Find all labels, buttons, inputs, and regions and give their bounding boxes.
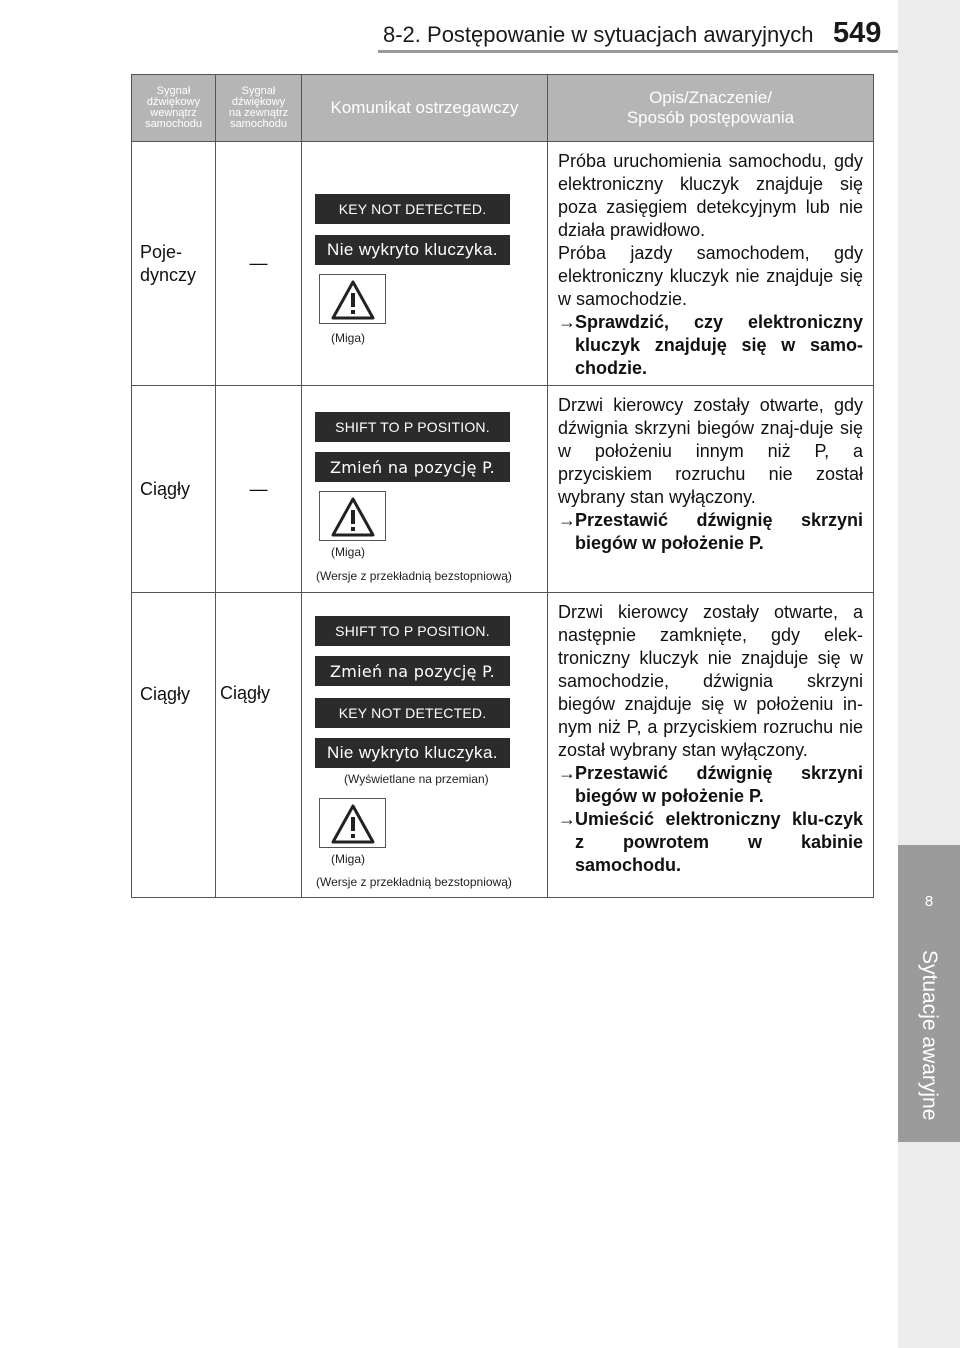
action-item: → Przestawić dźwignię skrzyni biegów w położenie P. bbox=[558, 510, 863, 553]
display-message-pl: Nie wykryto kluczyka. bbox=[315, 738, 510, 768]
warning-table bbox=[131, 74, 874, 898]
arrow-icon: → bbox=[558, 510, 576, 530]
outside-signal-cell: — bbox=[216, 386, 302, 593]
outside-signal-cell: — bbox=[216, 142, 302, 386]
display-message-en: KEY NOT DETECTED. bbox=[315, 194, 510, 224]
table-row bbox=[132, 142, 874, 386]
arrow-icon: → bbox=[558, 809, 576, 829]
warning-message-cell bbox=[302, 386, 548, 593]
warning-message-cell bbox=[302, 593, 548, 898]
action-item: → Przestawić dźwignię skrzyni biegów w położenie P. bbox=[558, 763, 863, 806]
blink-caption: (Miga) bbox=[331, 852, 366, 866]
outside-signal-cell: Ciągły bbox=[216, 593, 302, 898]
description-cell bbox=[548, 142, 874, 386]
description-text: Próba uruchomienia samochodu, gdy elektroniczny kluczyk znajduje się poza zasięgiem detekcyjnym lub nie działa prawidłowo. bbox=[558, 151, 863, 240]
col-header-warning-message: Komunikat ostrzegawczy bbox=[302, 75, 548, 142]
description-text: Próba jazdy samochodem, gdy elektroniczny kluczyk nie znajduje się w samochodzie. bbox=[558, 243, 863, 309]
version-note: (Wersje z przekładnią bezstopniową) bbox=[316, 569, 512, 583]
blink-caption: (Miga) bbox=[331, 545, 366, 559]
col-header-inside-signal: Sygnał dźwiękowy wewnątrz samochodu bbox=[132, 75, 216, 142]
table-header-row bbox=[132, 75, 874, 142]
page-number: 549 bbox=[833, 17, 882, 49]
display-message-pl: Nie wykryto kluczyka. bbox=[315, 235, 510, 265]
display-message-pl: Zmień na pozycję P. bbox=[315, 656, 510, 686]
inside-signal-cell: Ciągły bbox=[132, 593, 216, 898]
col-header-outside-signal: Sygnał dźwiękowy na zewnątrz samochodu bbox=[216, 75, 302, 142]
action-item: → Sprawdzić, czy elektroniczny kluczyk znajduję się w samo-chodzie. bbox=[558, 312, 863, 378]
warning-triangle-icon bbox=[319, 491, 386, 541]
warning-message-cell bbox=[302, 142, 548, 386]
display-message-en: KEY NOT DETECTED. bbox=[315, 698, 510, 728]
table-row bbox=[132, 593, 874, 898]
chapter-sidebar bbox=[898, 0, 960, 1348]
alternate-caption: (Wyświetlane na przemian) bbox=[344, 772, 489, 786]
description-text: Drzwi kierowcy zostały otwarte, a następnie zamknięte, gdy elek-troniczny kluczyk nie znajduje się w samochodzie, dźwignia skrzyni biegów znajduje się w położeniu in-nym niż P, a przyciskiem rozruchu nie został wybrany stan wyłączony. bbox=[558, 602, 863, 760]
display-message-pl: Zmień na pozycję P. bbox=[315, 452, 510, 482]
warning-triangle-icon bbox=[319, 798, 386, 848]
description-cell bbox=[548, 386, 874, 593]
table-row bbox=[132, 386, 874, 593]
chapter-label: Sytuacje awaryjne bbox=[918, 950, 941, 1121]
description-cell bbox=[548, 593, 874, 898]
header-divider bbox=[378, 50, 898, 53]
inside-signal-cell: Poje- dynczy bbox=[132, 142, 216, 386]
section-title: 8-2. Postępowanie w sytuacjach awaryjnych bbox=[383, 22, 814, 47]
inside-signal-cell: Ciągły bbox=[132, 386, 216, 593]
action-item: → Umieścić elektroniczny klu-czyk z powrotem w kabinie samochodu. bbox=[558, 809, 863, 875]
version-note: (Wersje z przekładnią bezstopniową) bbox=[316, 875, 512, 889]
description-text: Drzwi kierowcy zostały otwarte, gdy dźwignia skrzyni biegów znaj-duje się w położeniu innym niż P, a przyciskiem rozruchu nie został wybrany stan wyłączony. bbox=[558, 395, 863, 507]
arrow-icon: → bbox=[558, 312, 576, 332]
arrow-icon: → bbox=[558, 763, 576, 783]
chapter-number: 8 bbox=[924, 893, 934, 910]
warning-triangle-icon bbox=[319, 274, 386, 324]
page-header bbox=[0, 0, 898, 62]
blink-caption: (Miga) bbox=[331, 331, 366, 345]
display-message-en: SHIFT TO P POSITION. bbox=[315, 412, 510, 442]
display-message-en: SHIFT TO P POSITION. bbox=[315, 616, 510, 646]
col-header-description: Opis/Znaczenie/ Sposób postępowania bbox=[548, 75, 874, 142]
